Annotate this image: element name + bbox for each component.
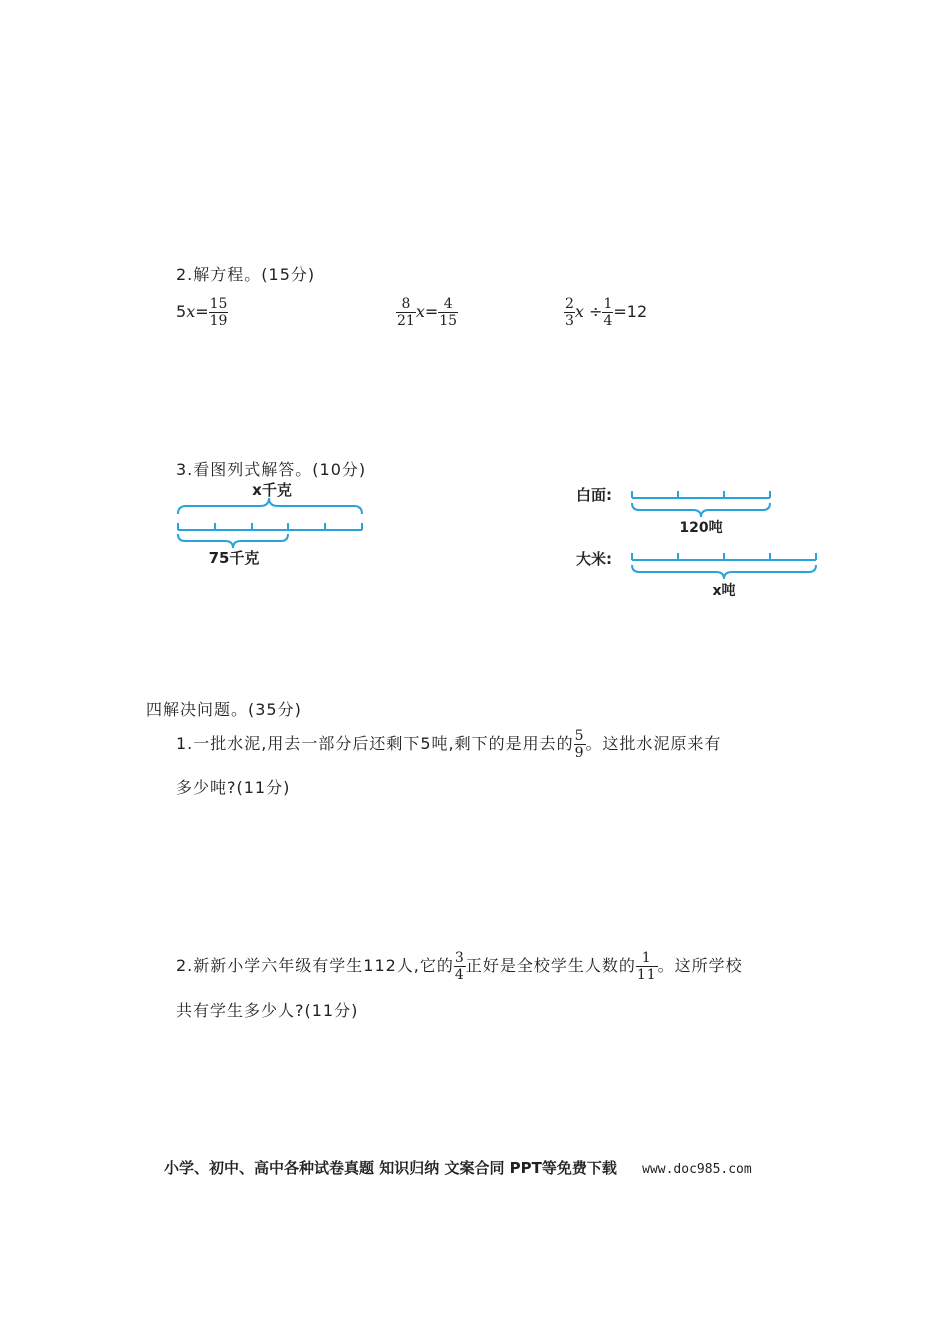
q1-denominator: 9 [574,745,585,761]
left-top-label: x千克 [252,481,292,499]
question-1-line-1 [176,728,722,761]
left-bottom-label: 75千克 [208,549,260,567]
q2-numerator-1: 3 [454,950,465,966]
right-line-diagram [568,478,828,602]
eq3-numerator-2: 1 [603,296,613,312]
eq2-equals: = [424,302,439,321]
q2-fraction-2 [636,950,658,983]
left-top-brace [178,498,362,514]
q2-fraction-1 [454,950,466,983]
row2-value: x吨 [712,583,736,599]
eq1-variable: x [186,302,196,321]
eq1-numerator: 15 [209,296,228,312]
question-2-line-1 [176,950,743,983]
q2-numerator-2: 1 [636,950,658,967]
eq2-fraction-2 [438,296,458,329]
q2-denominator-2: 11 [636,967,657,983]
eq3-fraction-1 [564,296,575,329]
q1-text-a: 1.一批水泥,用去一部分后还剩下5吨,剩下的是用去的 [176,734,574,753]
eq1-fraction [209,296,229,329]
row2-label: 大米: [576,550,612,568]
row1-value: 120吨 [679,520,723,536]
eq3-divide: ÷ [589,302,603,321]
q2-text-a: 2.新新小学六年级有学生112人,它的 [176,956,454,975]
q2-text-c: 。这所学校 [657,956,743,975]
question-2-line-2: 共有学生多少人?(11分) [176,1001,359,1020]
eq2-denominator-2: 15 [439,313,458,329]
eq1-equals: = [195,302,209,321]
eq2-numerator-1: 8 [396,296,416,313]
footer [164,1157,752,1178]
eq3-rhs: =12 [613,302,648,321]
equation-3 [564,296,647,329]
eq2-fraction-1 [396,296,416,329]
eq3-numerator-1: 2 [565,296,574,312]
q1-fraction [574,728,586,761]
equation-2 [396,296,458,329]
equation-1 [176,296,228,329]
row1-label: 白面: [576,486,612,504]
row2-brace [632,565,816,579]
q2-text-b: 正好是全校学生人数的 [465,956,636,975]
left-line-diagram [168,478,378,570]
eq2-numerator-2: 4 [438,296,458,313]
section-3-heading: 3.看图列式解答。(10分) [176,460,367,479]
left-bottom-brace [178,534,288,548]
q2-denominator-1: 4 [454,967,465,983]
eq3-denominator-2: 4 [603,313,613,329]
eq2-variable: x [415,302,425,321]
row1-brace [632,503,770,517]
eq1-coefficient: 5 [176,302,187,321]
q1-text-b: 。这批水泥原来有 [585,734,722,753]
eq2-denominator-1: 21 [397,313,415,329]
section-2-heading: 2.解方程。(15分) [176,265,316,284]
section-4-heading: 四解决问题。(35分) [146,700,302,719]
q1-numerator: 5 [574,728,585,744]
question-1-line-2: 多少吨?(11分) [176,778,291,797]
eq3-variable: x [574,302,584,321]
footer-text: 小学、初中、高中各种试卷真题 知识归纳 文案合同 PPT等免费下载 [164,1159,617,1177]
eq3-fraction-2 [602,296,613,329]
eq3-denominator-1: 3 [565,313,574,329]
eq1-denominator: 19 [209,313,228,329]
footer-url[interactable]: www.doc985.com [642,1162,752,1177]
